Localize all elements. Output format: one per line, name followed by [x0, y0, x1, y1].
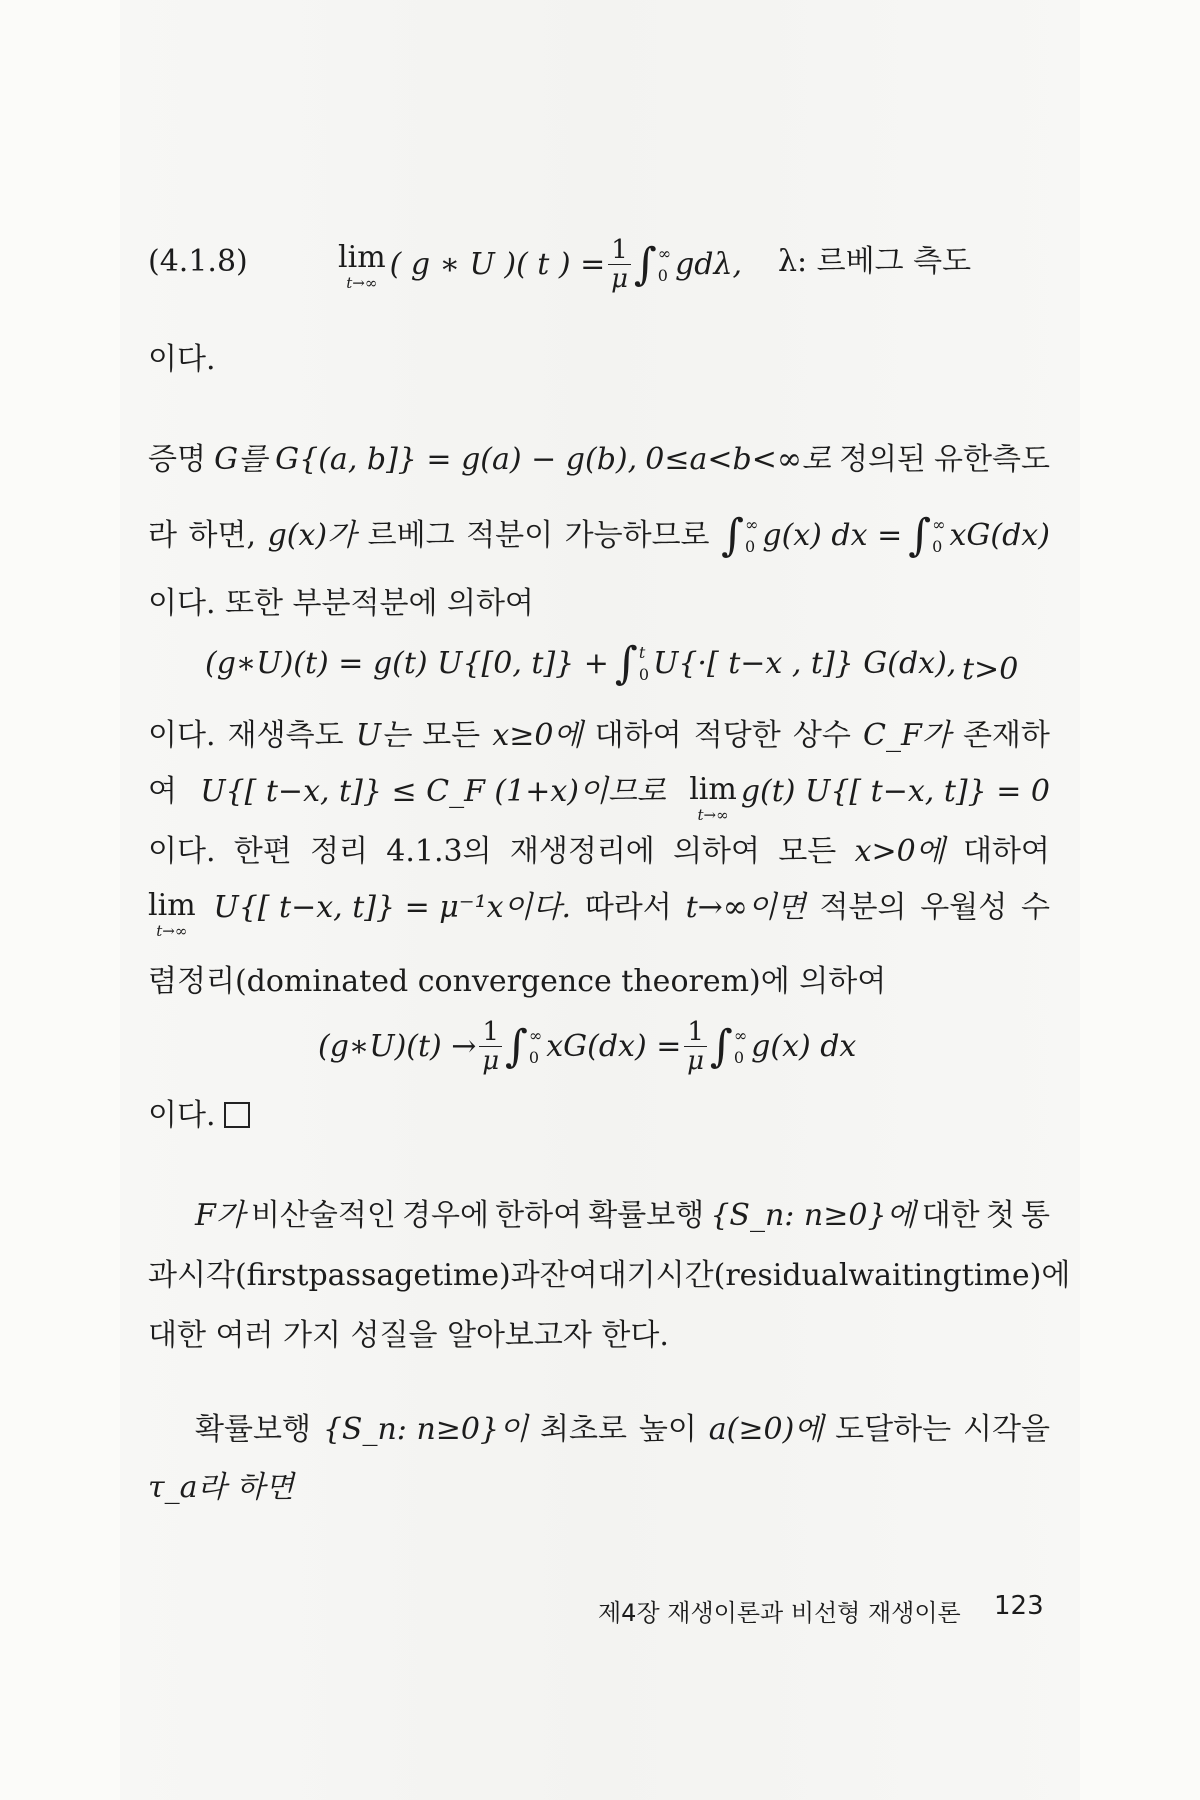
final-middle: xG(dx) = [546, 1028, 682, 1064]
proof-word: 적당한 [693, 718, 781, 753]
proof-heading: 증명 [148, 442, 206, 477]
proof-math: g(t) U{[ t−x, t]} = 0 [740, 774, 1050, 809]
final-lhs: (g∗U)(t) → [318, 1028, 477, 1064]
running-footer-chapter: 제4장 재생이론과 비선형 재생이론 [598, 1599, 961, 1627]
integral-limits [639, 642, 649, 686]
integral-lower: 0 [638, 665, 650, 684]
proof-word: 한편 [233, 834, 292, 869]
fraction-numerator: 1 [608, 236, 631, 265]
para-word: 첫 [985, 1198, 1015, 1233]
proof-word: 따라서 [584, 890, 672, 925]
integral-lower: 0 [733, 1047, 745, 1067]
proof-word: 대하여 [962, 834, 1050, 869]
lim-word: lim [148, 888, 196, 923]
proof-word: 정의된 [838, 442, 926, 477]
proof-word: 유한측도 [934, 442, 1050, 477]
proof-word: G를 [214, 442, 268, 477]
fraction-numerator: 1 [684, 1018, 707, 1047]
proof-line-8 [148, 888, 1050, 938]
proof-math: 0≤a<b<∞로 [645, 442, 831, 477]
para3-line-2 [148, 1468, 294, 1508]
integral-upper: ∞ [528, 1025, 543, 1045]
fraction-denominator: μ [482, 1046, 500, 1076]
proof-word: 우월성 [920, 890, 1008, 925]
proof-math: U는 [355, 718, 411, 753]
para-word: time)과 [431, 1258, 540, 1293]
lim-subscript: t→∞ [156, 922, 188, 940]
para-word: 확률보행 [588, 1198, 705, 1233]
convolution-condition [962, 650, 1018, 690]
proof-math: x>0에 [854, 834, 945, 869]
proof-line-9: 렴정리(dominated convergence theorem)에 의하여 [148, 964, 887, 999]
integral-sign: ∫ [633, 238, 657, 290]
proof-line-3: 이다. 또한 부분적분에 의하여 [148, 586, 534, 621]
limit-operator [338, 240, 386, 290]
para-word: 비산술적인 [250, 1198, 396, 1233]
integral-limits [658, 243, 671, 287]
proof-line-7 [148, 832, 1050, 872]
integral-sign: ∫ [908, 510, 932, 561]
proof-word: 여 [148, 774, 177, 809]
fraction [479, 1018, 502, 1075]
proof-word: 정리 [310, 834, 368, 869]
para-word: 잔여대기시간(residual [539, 1258, 849, 1293]
proof-line-2 [148, 510, 1050, 561]
proof-line-5 [148, 716, 1050, 756]
lim-word: lim [689, 772, 737, 807]
para-word: 시각을 [963, 1412, 1050, 1447]
para2-line-1 [195, 1196, 1050, 1236]
para2-line-2 [148, 1256, 1071, 1296]
integral-sign: ∫ [721, 510, 745, 561]
equation-4-1-8-body [338, 236, 742, 293]
proof-math: xG(dx) [949, 518, 1050, 553]
proof-word: 4.1.3의 [386, 834, 492, 869]
integral-upper: ∞ [733, 1025, 748, 1045]
proof-math: x≥0에 [492, 718, 583, 753]
integral-sign: ∫ [504, 1020, 528, 1072]
fraction-denominator: μ [611, 264, 628, 294]
proof-word: 재생측도 [227, 718, 344, 753]
proof-math: g(x)가 [267, 518, 357, 553]
integral-limits [932, 514, 945, 558]
proof-math: U{[ t−x, t]} = μ⁻¹x이다. [213, 890, 572, 925]
lim-subscript: t→∞ [697, 806, 729, 824]
integral-limits [745, 514, 758, 558]
proof-word: 존재하 [962, 718, 1050, 753]
equation-lhs: ( g ∗ U )( t ) = [389, 246, 606, 282]
proof-word: 수 [1020, 890, 1050, 925]
para-word: 높이 [638, 1412, 697, 1447]
proof-word: 이다. [148, 718, 216, 753]
fraction-numerator: 1 [479, 1018, 502, 1047]
limit-operator [689, 772, 737, 822]
lim-word: lim [338, 239, 386, 275]
integral-upper: ∞ [657, 243, 672, 263]
proof-math: C_F가 [863, 718, 951, 753]
para-word: 최초로 [539, 1412, 627, 1447]
proof-word: 적분이 [466, 518, 554, 553]
proof-word: 르베그 [367, 518, 455, 553]
proof-word: 이다. [148, 834, 216, 869]
proof-end [148, 1096, 250, 1136]
proof-math: g(x) dx = [762, 518, 903, 553]
para3-line-1 [195, 1410, 1050, 1450]
proof-word: 재생정리에 [509, 834, 655, 869]
integral-upper: ∞ [932, 515, 946, 534]
proof-math: G{(a, b]} = g(a) − g(b), [275, 442, 638, 477]
para-word: passage [308, 1258, 432, 1293]
condition-text: t>0 [962, 652, 1019, 687]
para-math: {S_n: n≥0}이 [322, 1412, 529, 1447]
limit-operator [148, 888, 196, 938]
integral-lower: 0 [528, 1047, 540, 1067]
proof-word: 적분의 [819, 890, 907, 925]
integral-sign: ∫ [614, 638, 638, 689]
para-math: τ_a라 하면 [148, 1470, 294, 1505]
proof-word: 하면, [188, 518, 257, 553]
para-word: time)에 [961, 1258, 1071, 1293]
convolution-lhs: (g∗U)(t) = g(t) U{[0, t]} + [205, 646, 609, 681]
integral-sign: ∫ [709, 1020, 733, 1072]
equation-note: λ: 르베그 측도 [778, 244, 972, 279]
para-word: 경우에 [402, 1198, 489, 1233]
proof-word: 라 [148, 518, 177, 553]
proof-word: 가능하므로 [564, 518, 710, 553]
para-word: 대한 [921, 1198, 980, 1233]
integral-lower: 0 [657, 265, 668, 285]
integral-lower: 0 [932, 537, 943, 556]
equation-4-1-8 [148, 242, 248, 282]
fraction [684, 1018, 707, 1075]
proof-word: 의하여 [673, 834, 761, 869]
fraction-denominator: μ [687, 1046, 705, 1076]
qed-square-icon [224, 1102, 250, 1128]
lim-subscript: t→∞ [346, 273, 378, 292]
integral-limits [529, 1025, 542, 1069]
convolution-equation [205, 638, 957, 689]
sentence-end: 이다. [148, 342, 216, 377]
proof-word: 모든 [422, 718, 481, 753]
para-math: {S_n: n≥0}에 [710, 1198, 916, 1233]
proof-math: U{[ t−x, t]} ≤ C_F (1+x)이므로 [200, 774, 666, 809]
limit-expression [689, 772, 1050, 822]
page-number: 123 [994, 1591, 1044, 1621]
para-word: F가 [195, 1198, 245, 1233]
convolution-integrand: U{·[ t−x , t]} G(dx), [653, 646, 957, 681]
proof-line-1 [148, 440, 1050, 480]
para-math: a(≥0)에 [708, 1412, 824, 1447]
integral-lower: 0 [745, 537, 756, 556]
equation-label: (4.1.8) [148, 244, 248, 279]
final-end: g(x) dx [751, 1028, 857, 1064]
integral-expression [721, 510, 1050, 561]
proof-word: 대하여 [594, 718, 682, 753]
integrand: gdλ, [675, 246, 743, 282]
proof-end-text: 이다. [148, 1098, 216, 1133]
proof-word: 모든 [778, 834, 837, 869]
integral-upper: t [638, 643, 646, 662]
para-word: 통 [1020, 1198, 1050, 1233]
para-word: 확률보행 [195, 1412, 311, 1447]
final-limit-equation [318, 1018, 856, 1075]
proof-line-6 [148, 772, 1050, 822]
proof-word: 상수 [792, 718, 851, 753]
para-word: waiting [848, 1258, 962, 1293]
para-word: 도달하는 [835, 1412, 952, 1447]
integral-limits [734, 1025, 747, 1069]
integral-upper: ∞ [745, 515, 759, 534]
fraction [608, 236, 631, 293]
para2-line-3: 대한 여러 가지 성질을 알아보고자 한다. [148, 1318, 669, 1353]
para-word: 한하여 [495, 1198, 583, 1233]
para-word: 과시각(first [148, 1258, 309, 1293]
proof-math: t→∞이면 [685, 890, 806, 925]
